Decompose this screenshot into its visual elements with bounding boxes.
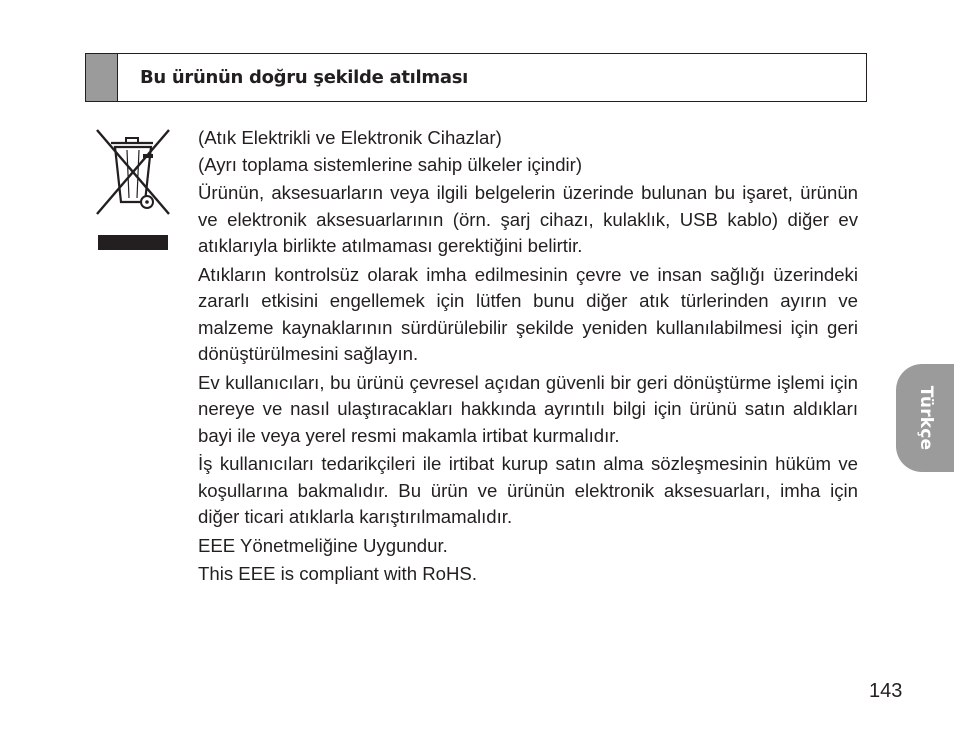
paragraph-rohs: This EEE is compliant with RoHS. xyxy=(198,563,477,584)
paragraph-weee-heading: (Atık Elektrikli ve Elektronik Cihazlar) xyxy=(198,127,502,148)
body-text xyxy=(198,125,858,588)
section-header xyxy=(85,53,867,102)
language-tab-label: Türkçe xyxy=(916,385,936,451)
paragraph-scope: (Ayrı toplama sistemlerine sahip ülkeler içindir) xyxy=(198,153,583,175)
paragraph-business-users: İş kullanıcıları tedarikçileri ile irtibat kurup satın alma sözleşmesinin hüküm ve koşullarına bakmalıdır. Bu ürün ve ürünün elektronik aksesuarları, imha için diğer ticari atıklarla karıştırılmamalıdır. xyxy=(198,453,858,527)
paragraph-environment: Atıkların kontrolsüz olarak imha edilmesinin çevre ve insan sağlığı üzerindeki zararlı etkisini engellemek için lütfen bunu diğer atık türlerinden ayırın ve malzeme kaynaklarının sürdürülebilir şekilde yeniden kullanılabilmesi için geri dönüştürülmesini sağlayın. xyxy=(198,263,858,364)
header-gray-tab xyxy=(86,54,118,101)
section-title: Bu ürünün doğru şekilde atılması xyxy=(140,67,468,88)
paragraph-marking: Ürünün, aksesuarların veya ilgili belgelerin üzerinde bulunan bu işaret, ürünün ve elektronik aksesuarlarının (örn. şarj cihazı, kulaklık, USB kablo) diğer ev atıklarıyla birlikte atılmaması gerektiğini belirtir. xyxy=(198,182,858,256)
page-number: 143 xyxy=(869,680,903,702)
paragraph-eee-compliance: EEE Yönetmeliğine Uygundur. xyxy=(198,534,448,556)
language-tab xyxy=(896,364,954,472)
paragraph-household-users: Ev kullanıcıları, bu ürünü çevresel açıdan güvenli bir geri dönüştürme işlemi için nereye ve nasıl ulaştıracakları hakkında ayrıntılı bilgi için ürünü satın aldıkları bayi ile veya yerel resmi makamla irtibat kurmalıdır. xyxy=(198,371,858,446)
weee-crossed-bin-icon xyxy=(93,126,173,251)
